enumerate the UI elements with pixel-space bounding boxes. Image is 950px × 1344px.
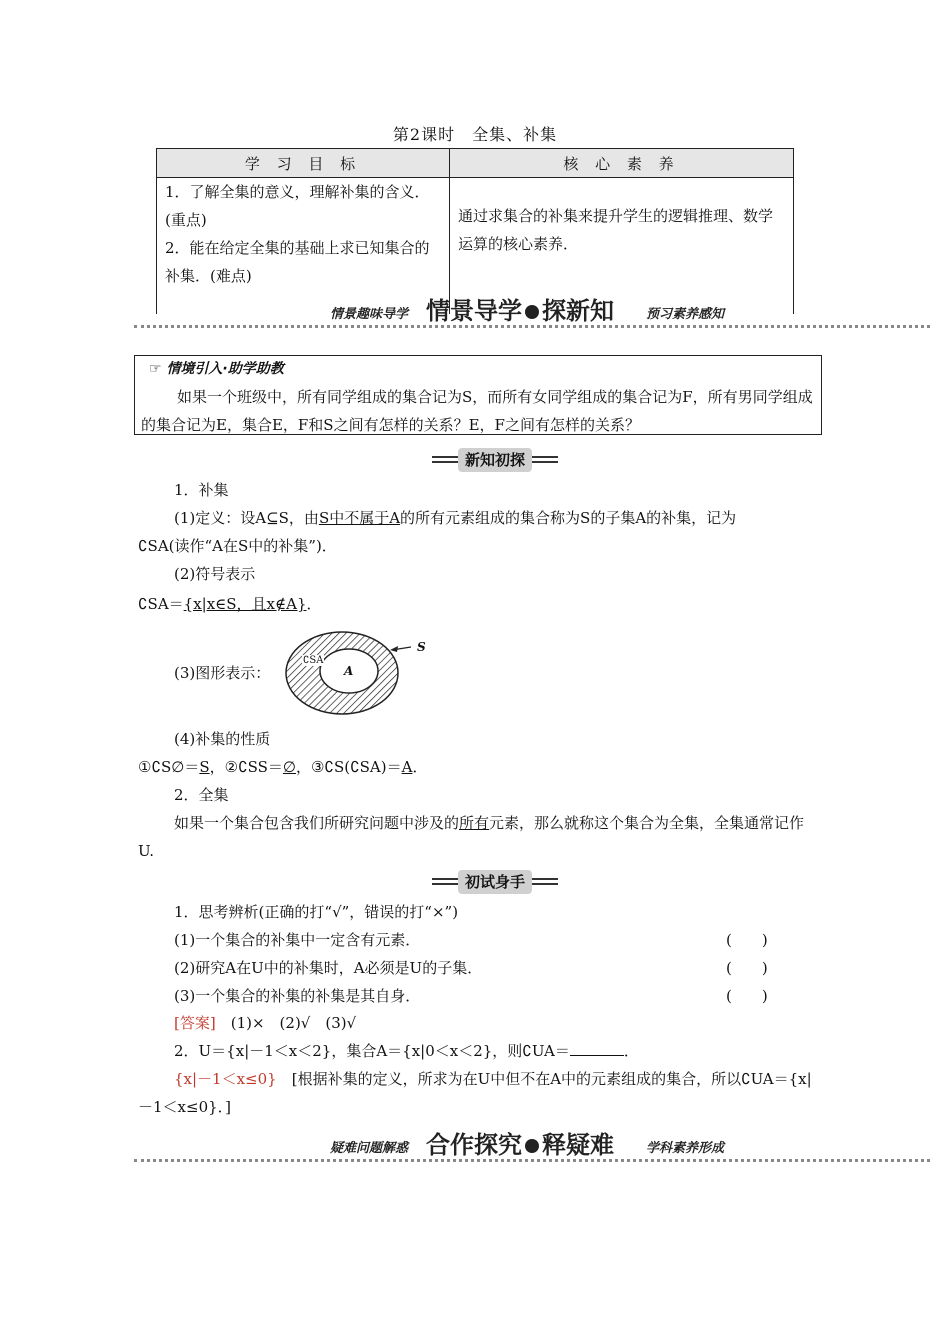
universal-text bbox=[138, 809, 818, 865]
answer-2 bbox=[138, 1065, 818, 1121]
question-2-text: 2．U＝{x|－1＜x＜2}，集合A＝{x|0＜x＜2}，则∁UA＝ bbox=[174, 1042, 570, 1060]
universal-underline: 所有 bbox=[459, 814, 490, 832]
section-label: 初试身手 bbox=[458, 870, 532, 894]
banner-dot-icon bbox=[525, 1139, 539, 1153]
answer-2-red: {x|－1＜x≤0} bbox=[174, 1070, 277, 1088]
answer-paren-3: ( ) bbox=[726, 987, 768, 1005]
banner-main-1: 情景导学 bbox=[426, 297, 522, 325]
banner-right-text: 学科素养形成 bbox=[646, 1141, 725, 1156]
question-1: 1．思考辨析(正确的打“√”，错误的打“×”) bbox=[174, 903, 459, 921]
universal-text-a: 如果一个集合包含我们所研究问题中涉及的 bbox=[174, 814, 460, 832]
sym-set: {x|x∈S，且x∉A} bbox=[183, 595, 307, 613]
banner-main-2: 释疑难 bbox=[542, 1131, 614, 1159]
banner-right-text: 预习素养感知 bbox=[646, 307, 725, 322]
banner-main bbox=[426, 291, 614, 326]
goals-header: 学 习 目 标 bbox=[157, 149, 450, 178]
question-1c: (3)一个集合的补集的补集是其自身． bbox=[174, 987, 421, 1005]
property-list bbox=[138, 753, 818, 781]
answer-text: (1)× (2)√ (3)√ bbox=[230, 1014, 357, 1032]
literacy-header: 核 心 素 养 bbox=[450, 149, 794, 178]
sym-end: ． bbox=[306, 595, 322, 613]
def-text-2: 的所有元素组成的集合称为S的子集A的补集，记为 bbox=[400, 509, 737, 527]
hand-icon: ☞ bbox=[149, 361, 162, 377]
answer-paren-2: ( ) bbox=[726, 959, 768, 977]
def-underline: S中不属于A bbox=[318, 509, 401, 527]
banner-dot-icon bbox=[525, 305, 539, 319]
intro-heading bbox=[149, 358, 284, 378]
label-complement-a: ∁SA bbox=[303, 655, 324, 666]
section-label: 新知初探 bbox=[458, 448, 532, 472]
prop-3-answer: A bbox=[401, 758, 413, 776]
banner-divider bbox=[134, 1159, 930, 1162]
banner-explore bbox=[134, 1132, 930, 1162]
universal-heading: 2．全集 bbox=[174, 786, 229, 804]
prop-1: ①∁S∅＝ bbox=[138, 758, 200, 776]
property-heading: (4)补集的性质 bbox=[174, 730, 271, 748]
literacy-text: 通过求集合的补集来提升学生的逻辑推理、数学运算的核心素养． bbox=[450, 178, 794, 315]
s-arrow-icon bbox=[390, 646, 398, 652]
complement-notation: ∁SA(读作“A在S中的补集”)． bbox=[138, 537, 337, 555]
section-new-knowledge bbox=[432, 448, 558, 474]
venn-diagram bbox=[280, 628, 440, 728]
complement-definition bbox=[138, 504, 818, 532]
prop-2: ，②∁SS＝ bbox=[209, 758, 283, 776]
banner-left-text: 情景趣味导学 bbox=[330, 307, 409, 322]
label-s: S bbox=[417, 640, 426, 654]
question-1a: (1)一个集合的补集中一定含有元素． bbox=[174, 931, 421, 949]
universal-text-b: 元素，那么就称这个集合为全集，全集通常记作U. bbox=[138, 814, 805, 860]
sym-lhs: ∁SA＝ bbox=[138, 595, 184, 613]
def-text: (1)定义：设A⊆S，由 bbox=[174, 509, 319, 527]
question-2 bbox=[138, 1037, 818, 1065]
answer-2-text: [根据补集的定义，所求为在U中但不在A中的元素组成的集合，所以∁UA＝{x|－1＜x≤0}．] bbox=[138, 1070, 812, 1116]
goals-text: 1．了解全集的意义，理解补集的含义．(重点) 2．能在给定全集的基础上求已知集合的补集．(难点) bbox=[157, 178, 450, 315]
banner-divider bbox=[134, 325, 930, 328]
symbol-formula bbox=[138, 590, 818, 618]
figure-label: (3)图形表示： bbox=[174, 664, 271, 682]
section-first-try bbox=[432, 870, 558, 896]
intro-text: 如果一个班级中，所有同学组成的集合记为S，而所有女同学组成的集合记为F，所有男同学组成的集合记为E，集合E，F和S之间有怎样的关系？E，F之间有怎样的关系？ bbox=[141, 388, 813, 434]
label-a: A bbox=[344, 664, 354, 678]
answer-blank bbox=[570, 1041, 624, 1056]
prop-end: ． bbox=[412, 758, 428, 776]
goals-table bbox=[156, 148, 794, 314]
intro-heading-text: 情境引入·助学助教 bbox=[166, 361, 284, 377]
banner-main bbox=[426, 1125, 614, 1160]
answer-1 bbox=[138, 1009, 818, 1037]
complement-heading: 1．补集 bbox=[174, 481, 229, 499]
question-2-end: ． bbox=[623, 1042, 639, 1060]
symbol-heading: (2)符号表示 bbox=[174, 565, 256, 583]
question-1b: (2)研究A在U中的补集时，A必须是U的子集． bbox=[174, 959, 483, 977]
page-title: 第2课时 全集、补集 bbox=[392, 125, 558, 144]
banner-left-text: 疑难问题解惑 bbox=[330, 1141, 409, 1156]
intro-box bbox=[134, 355, 822, 435]
prop-2-answer: ∅ bbox=[282, 758, 296, 776]
answer-paren-1: ( ) bbox=[726, 931, 768, 949]
answer-tag: [答案] bbox=[174, 1014, 216, 1032]
banner-main-1: 合作探究 bbox=[426, 1131, 522, 1159]
prop-1-answer: S bbox=[199, 758, 210, 776]
banner-learn bbox=[134, 298, 930, 328]
banner-main-2: 探新知 bbox=[542, 297, 614, 325]
prop-3: ，③∁S(∁SA)＝ bbox=[295, 758, 402, 776]
